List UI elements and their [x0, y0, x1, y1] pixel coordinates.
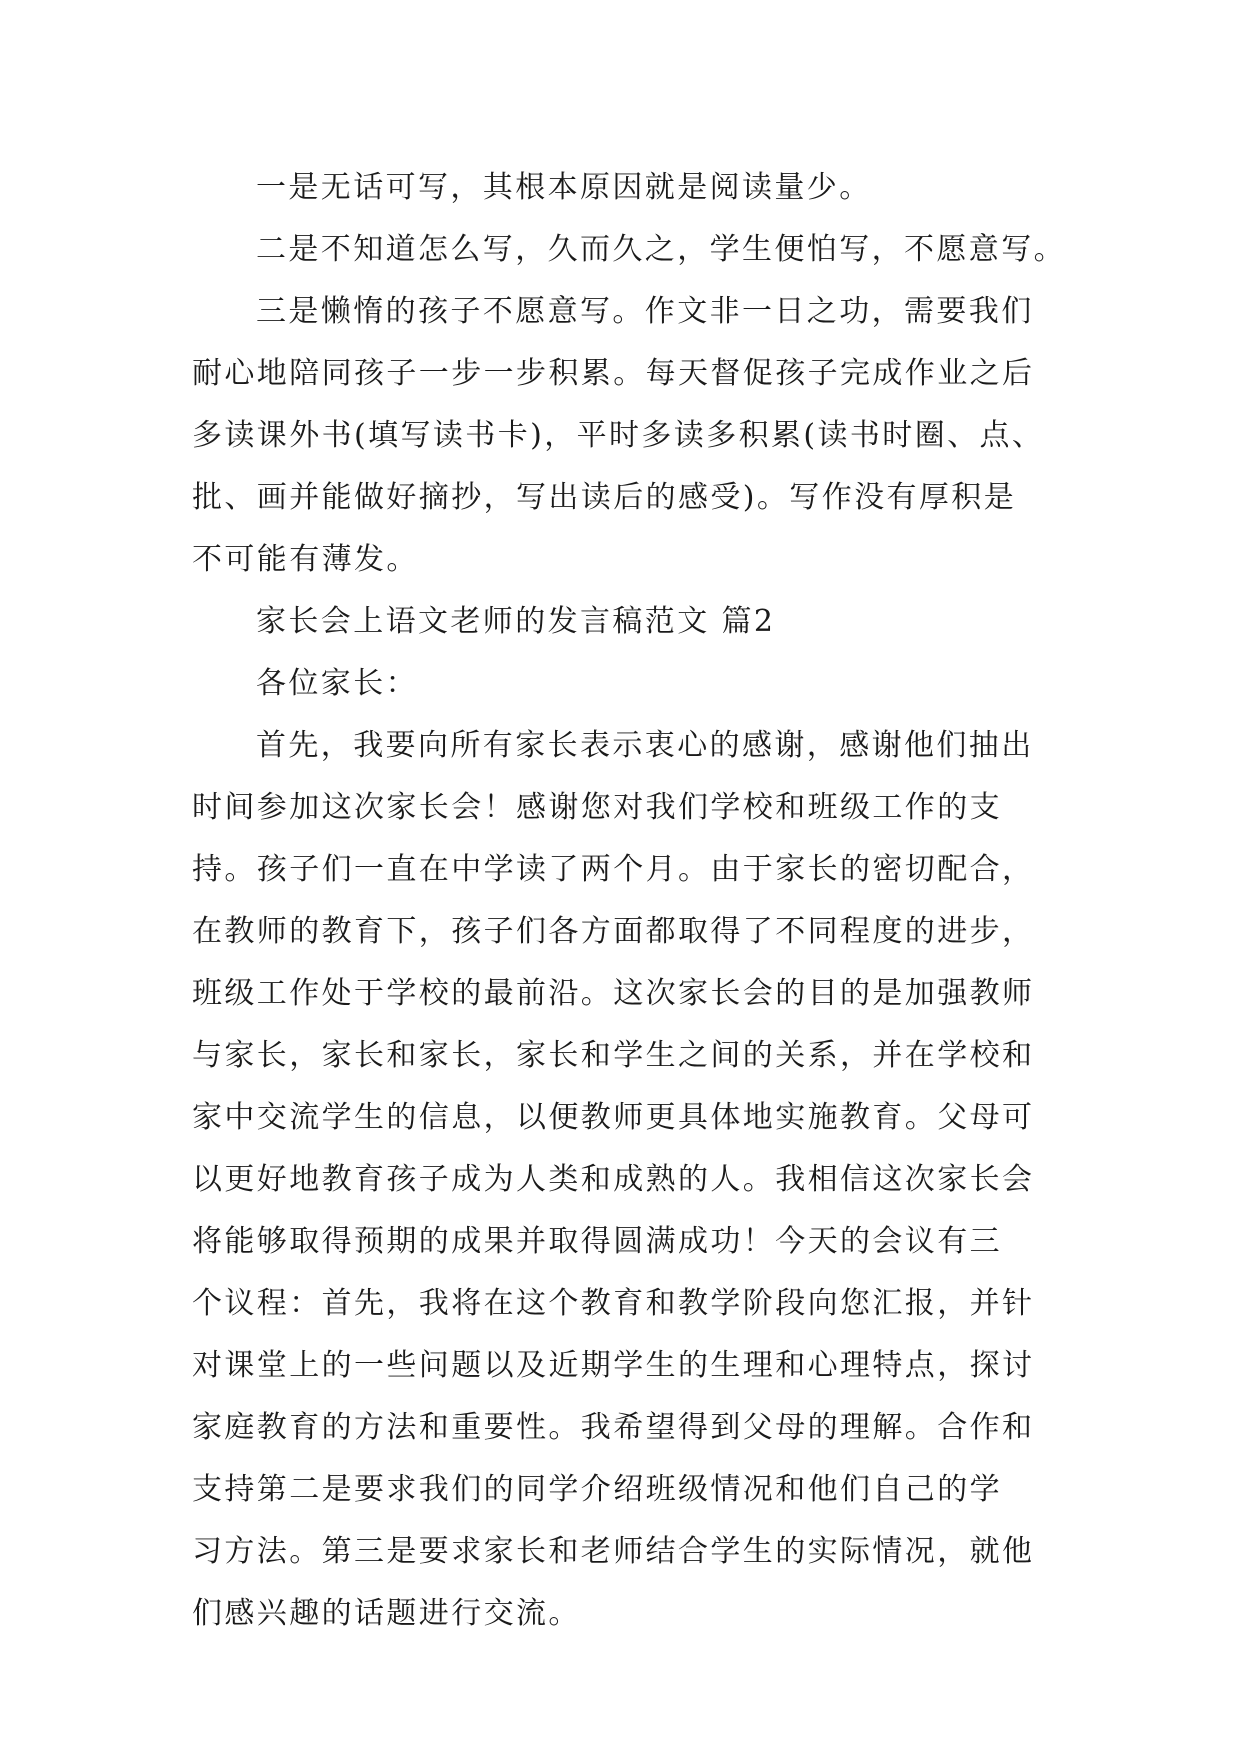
- text-line: 在教师的教育下，孩子们各方面都取得了不同程度的进步，: [192, 914, 1035, 949]
- text-line: 家庭教育的方法和重要性。我希望得到父母的理解。合作和: [192, 1410, 1035, 1445]
- section-heading: 家长会上语文老师的发言稿范文 篇2: [256, 604, 776, 639]
- text-line: 不可能有薄发。: [192, 542, 419, 577]
- document-page: [192, 157, 1066, 1645]
- text-line: 个议程：首先，我将在这个教育和教学阶段向您汇报，并针: [192, 1286, 1035, 1321]
- text-line: 批、画并能做好摘抄，写出读后的感受)。写作没有厚积是: [192, 480, 1017, 515]
- text-line: 二是不知道怎么写，久而久之，学生便怕写，不愿意写。: [256, 232, 1066, 267]
- text-line: 习方法。第三是要求家长和老师结合学生的实际情况，就他: [192, 1534, 1035, 1569]
- text-line: 班级工作处于学校的最前沿。这次家长会的目的是加强教师: [192, 976, 1035, 1011]
- salutation: 各位家长：: [256, 666, 418, 701]
- text-line: 一是无话可写，其根本原因就是阅读量少。: [256, 170, 872, 205]
- text-line: 多读课外书(填写读书卡)，平时多读多积累(读书时圈、点、: [192, 418, 1045, 453]
- text-line: 与家长，家长和家长，家长和学生之间的关系，并在学校和: [192, 1038, 1035, 1073]
- text-line: 持。孩子们一直在中学读了两个月。由于家长的密切配合，: [192, 852, 1035, 887]
- text-line: 以更好地教育孩子成为人类和成熟的人。我相信这次家长会: [192, 1162, 1035, 1197]
- text-line: 三是懒惰的孩子不愿意写。作文非一日之功，需要我们: [256, 294, 1034, 329]
- text-line: 耐心地陪同孩子一步一步积累。每天督促孩子完成作业之后: [192, 356, 1035, 391]
- text-line: 时间参加这次家长会！感谢您对我们学校和班级工作的支: [192, 790, 1002, 825]
- text-line: 对课堂上的一些问题以及近期学生的生理和心理特点，探讨: [192, 1348, 1035, 1383]
- text-line: 们感兴趣的话题进行交流。: [192, 1596, 581, 1631]
- text-line: 支持第二是要求我们的同学介绍班级情况和他们自己的学: [192, 1472, 1002, 1507]
- text-line: 将能够取得预期的成果并取得圆满成功！今天的会议有三: [192, 1224, 1002, 1259]
- text-line: 家中交流学生的信息，以便教师更具体地实施教育。父母可: [192, 1100, 1035, 1135]
- text-line: 首先，我要向所有家长表示衷心的感谢，感谢他们抽出: [256, 728, 1034, 763]
